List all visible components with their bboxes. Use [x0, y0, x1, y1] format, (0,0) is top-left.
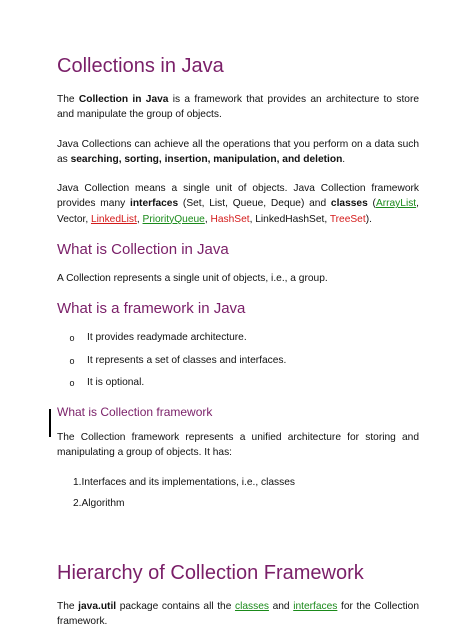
- intro-3-text-g: ,: [136, 213, 143, 225]
- bullet-icon: o: [69, 333, 75, 344]
- section-spacer: [57, 525, 419, 561]
- arraylist-link[interactable]: ArrayList: [375, 198, 417, 210]
- heading-what-is-collection: What is Collection in Java: [57, 241, 229, 259]
- collection-framework-numbered-list: [57, 475, 419, 512]
- list-number: 2.: [73, 497, 82, 509]
- intro-2-bold-operations: searching, sorting, insertion, manipulation, and deletion: [70, 153, 343, 165]
- list-item: [57, 375, 419, 391]
- intro-3-text-i: , LinkedHashSet,: [249, 213, 330, 225]
- linkedlist-link[interactable]: LinkedList: [90, 213, 137, 225]
- intro-3-bold-classes: classes: [330, 198, 368, 210]
- intro-1-text-a: The: [57, 94, 79, 105]
- intro-3-bold-interfaces: interfaces: [130, 198, 179, 210]
- list-item-text: It is optional.: [87, 376, 145, 388]
- heading-hierarchy: Hierarchy of Collection Framework: [57, 562, 364, 585]
- intro-3-text-f: , Vector,: [57, 198, 419, 225]
- collection-framework-paragraph: The Collection framework represents a unified architecture for storing and manipulating a group of objects. It has:: [57, 431, 419, 459]
- interfaces-link[interactable]: interfaces: [293, 601, 338, 613]
- hierarchy-text-c: package contains all the: [116, 601, 235, 613]
- hierarchy-text-a: The: [57, 601, 79, 613]
- heading-what-is-collection-framework: What is Collection framework: [57, 404, 213, 419]
- framework-bullet-list: [57, 330, 419, 391]
- list-item-text: It provides readymade architecture.: [87, 332, 247, 344]
- intro-3-text-c: (Set, List, Queue, Deque) and: [178, 198, 331, 210]
- intro-2-text-c: .: [342, 153, 346, 165]
- list-item: [57, 330, 419, 346]
- intro-3-text-j: ).: [365, 213, 372, 225]
- intro-3-text-e: (: [367, 198, 376, 210]
- list-item-text: Algorithm: [81, 497, 125, 509]
- intro-3-text-a: Java Collection means a single unit of objects. Java Collection framework provides many: [57, 183, 419, 210]
- list-number: 1.: [73, 476, 82, 488]
- list-item: [57, 353, 419, 369]
- document-content: [57, 54, 419, 644]
- intro-2-text-a: Java Collections can achieve all the operations that you perform on a data such as: [57, 138, 419, 165]
- bullet-icon: o: [69, 355, 75, 366]
- intro-1-bold-collection: Collection in Java: [78, 94, 169, 105]
- heading-what-is-framework: What is a framework in Java: [57, 300, 246, 318]
- hierarchy-text-e: for the Collection framework.: [57, 601, 419, 628]
- list-item: [57, 496, 419, 511]
- intro-3-text-h: ,: [204, 213, 211, 225]
- intro-paragraph-3: [57, 181, 419, 227]
- treeset-link[interactable]: TreeSet: [329, 213, 366, 225]
- list-item: [57, 475, 419, 490]
- hierarchy-text-d: and: [268, 601, 294, 613]
- intro-paragraph-2: [57, 137, 419, 168]
- intro-1-text-c: is a framework that provides an architecture to store and manipulate the group of objects.: [57, 94, 420, 121]
- priorityqueue-link[interactable]: PriorityQueue: [142, 213, 205, 225]
- list-item-text: Interfaces and its implementations, i.e., classes: [81, 476, 295, 488]
- classes-link[interactable]: classes: [234, 601, 269, 613]
- document-title: Collections in Java: [57, 55, 224, 77]
- hierarchy-paragraph: [57, 599, 419, 630]
- text-cursor: [49, 409, 51, 437]
- list-item-text: It represents a set of classes and interfaces.: [87, 354, 287, 366]
- collection-definition-paragraph: A Collection represents a single unit of objects, i.e., a group.: [57, 273, 328, 285]
- hashset-link[interactable]: HashSet: [210, 213, 250, 225]
- intro-paragraph-1: [57, 92, 419, 123]
- hierarchy-bold-java-util: java.util: [78, 601, 117, 613]
- bullet-icon: o: [69, 377, 75, 388]
